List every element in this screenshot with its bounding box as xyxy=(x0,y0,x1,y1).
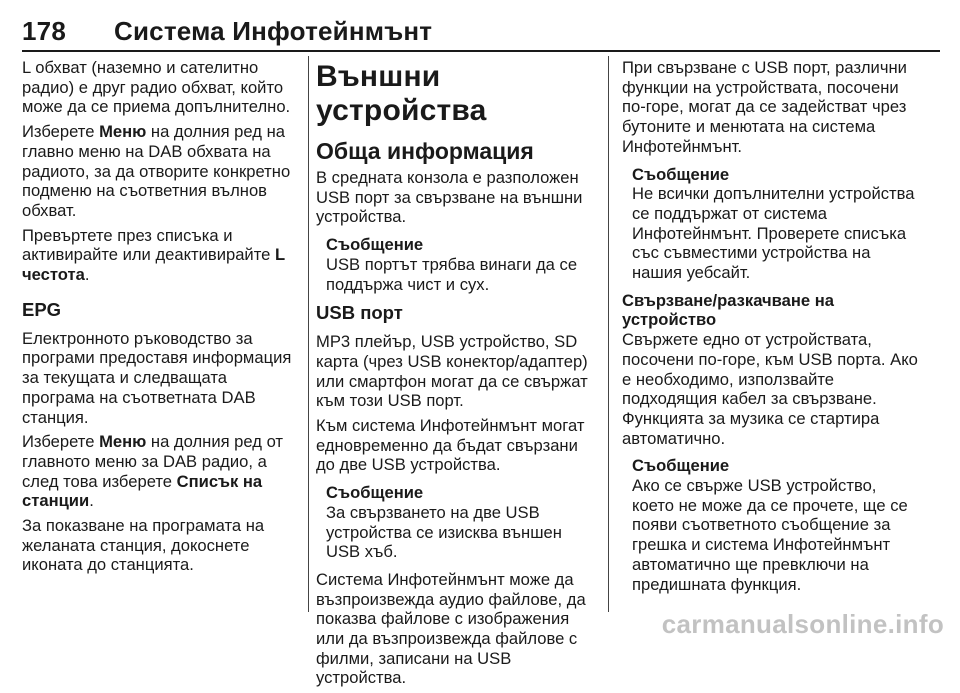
text: Изберете xyxy=(22,432,100,452)
note-title: Съобщение xyxy=(326,483,424,503)
page-header xyxy=(22,16,940,50)
paragraph: Електронното ръководство за програми предоставя информация за текущата и следващата програма на съответната DAB станция. xyxy=(22,328,292,427)
text: . xyxy=(84,265,90,285)
note-text: USB портът трябва винаги да се поддържа чист и сух. xyxy=(326,254,578,294)
text: на долния ред на главно меню на DAB обхвата на радиото, за да отворите конкретно подменю на съответния вълнов обхват. xyxy=(22,122,291,220)
note-text: Ако се свърже USB устройство, което не може да се прочете, ще се появи съответното съобщение за грешка и система Инфотейнмънт автоматично ще превключи на предишната функция. xyxy=(632,476,908,594)
watermark: carmanualsonline.info xyxy=(661,609,944,639)
text: Изберете xyxy=(22,122,100,142)
heading-connect-device: Свързване/разкачване на устройство xyxy=(622,290,834,330)
heading-general: Обща информация xyxy=(316,138,534,164)
menu-term: Меню xyxy=(99,432,147,452)
paragraph xyxy=(22,122,302,221)
page-number: 178 xyxy=(22,16,66,46)
paragraph: В средната конзола е разположен USB порт за свързване на външни устройства. xyxy=(316,168,583,227)
paragraph xyxy=(22,226,302,285)
note-title: Съобщение xyxy=(632,456,730,476)
note xyxy=(632,456,922,594)
text: . xyxy=(89,491,94,511)
heading-epg: EPG xyxy=(22,298,62,320)
note-text: Не всички допълнителни устройства се поддържат от система Инфотейнмънт. Проверете списъка със съвместими устройства на нашия уебсайт. xyxy=(632,184,915,283)
note xyxy=(326,235,596,294)
page-title: Система Инфотейнмънт xyxy=(114,16,433,46)
paragraph: L обхват (наземно и сателитно радио) е друг радио обхват, който може да се приема допълнително. xyxy=(22,58,291,117)
paragraph: При свързване с USB порт, различни функции на устройствата, посочени по-горе, могат да се задействат чрез бутоните и менютата на система Инфотейнмънт. xyxy=(622,58,907,156)
column-divider xyxy=(608,56,609,612)
text: Превъртете през списъка и активирайте или деактивирайте xyxy=(22,225,275,265)
paragraph: Свържете едно от устройствата, посочени по-горе, към USB порта. Ако е необходимо, използвайте подходящия кабел за свързване. Функцията за музика се стартира автоматично. xyxy=(622,330,918,448)
note-text: За свързването на две USB устройства се изисква външен USB хъб. xyxy=(326,502,562,562)
column-3 xyxy=(622,58,922,602)
note-title: Съобщение xyxy=(632,164,730,184)
note-title: Съобщение xyxy=(326,235,424,255)
menu-term: L честота xyxy=(22,245,285,285)
note xyxy=(632,165,922,283)
section-title: Външни устройства xyxy=(316,60,487,127)
paragraph xyxy=(22,432,302,511)
menu-term: Списък на станции xyxy=(22,471,263,511)
column-divider xyxy=(308,56,309,612)
header-rule xyxy=(22,50,940,52)
paragraph: Система Инфотейнмънт може да възпроизвежда аудио файлове, да показва файлове с изображения или да възпроизвежда файлове с филми, записани на USB устройства. xyxy=(316,569,586,688)
paragraph: За показване на програмата на желаната станция, докоснете иконата до станцията. xyxy=(22,516,265,575)
paragraph: Към система Инфотейнмънт могат едновременно да бъдат свързани до две USB устройства. xyxy=(316,416,585,475)
paragraph: MP3 плейър, USB устройство, SD карта (чрез USB конектор/адаптер) или смартфон могат да се свържат към този USB порт. xyxy=(316,332,588,411)
heading-usb-port: USB порт xyxy=(316,302,403,324)
text: на долния ред от главното меню за DAB радио, а след това изберете xyxy=(22,432,284,491)
column-1 xyxy=(22,58,302,580)
note xyxy=(326,483,596,562)
menu-term: Меню xyxy=(99,122,147,142)
column-2 xyxy=(316,58,596,693)
